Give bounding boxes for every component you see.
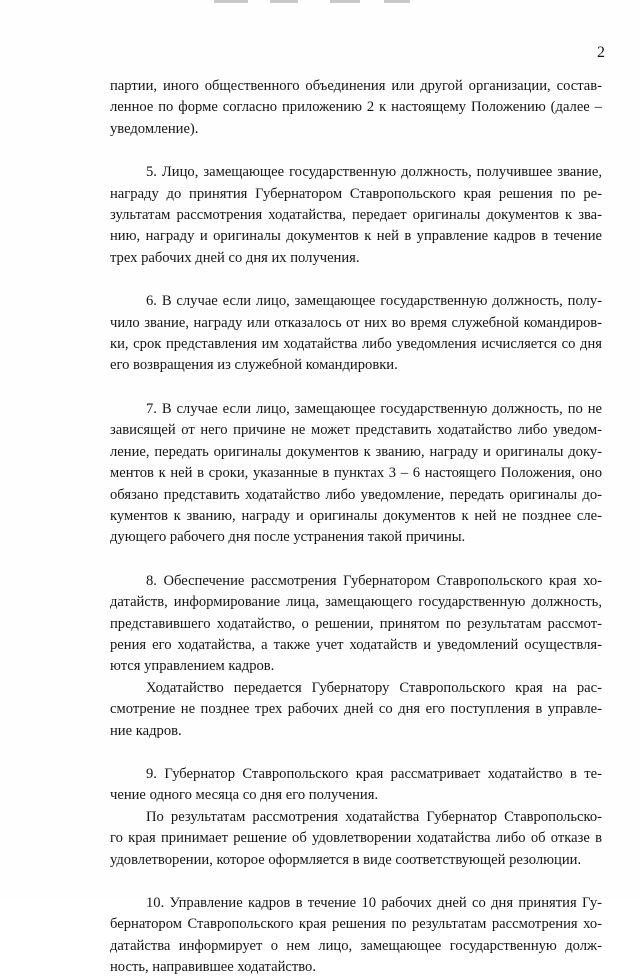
- text-line: ленное по форме согласно приложению 2 к настоящему Положению (далее –: [110, 99, 602, 116]
- scan-artifact: [214, 0, 248, 3]
- text-line: 10. Управление кадров в течение 10 рабочих дней со дня принятия Гу-: [146, 895, 602, 911]
- text-line: ние кадров.: [110, 722, 182, 739]
- text-line: ление, передать оригиналы документов к званию, награду и оригиналы доку-: [110, 443, 602, 460]
- text-line: нию, награду и оригиналы документов к ней в управление кадров в течение: [110, 228, 602, 245]
- scan-artifact: [270, 0, 298, 3]
- paragraph-continuation: [110, 76, 602, 140]
- text-line: ментов к ней в сроки, указанные в пунктах 3 – 6 настоящего Положения, оно: [110, 465, 602, 482]
- text-line: трех рабочих дней со дня их получения.: [110, 249, 360, 266]
- text-line: го края принимает решение об удовлетворении ходатайства либо об отказе в: [110, 830, 602, 847]
- paragraph-item-8: [110, 571, 602, 678]
- text-line: 7. В случае если лицо, замещающее государственную должность, по не: [146, 400, 602, 417]
- scan-artifact: [330, 0, 360, 3]
- paragraph-item-7: [110, 399, 602, 549]
- text-line: партии, иного общественного объединения или другой организации, состав-: [110, 78, 602, 94]
- text-line: дующего рабочего дня после устранения такой причины.: [110, 529, 466, 546]
- text-line: ются управлением кадров.: [110, 658, 275, 675]
- paragraph-item-9-continued: [110, 807, 602, 871]
- text-line: 9. Губернатор Ставропольского края рассматривает ходатайство в те-: [146, 765, 602, 782]
- text-line: зультатам рассмотрения ходатайства, передает оригиналы документов к зва-: [110, 207, 602, 224]
- text-line: смотрение не позднее трех рабочих дней со дня его поступления в управле-: [110, 701, 602, 718]
- text-line: чение одного месяца со дня его получения.: [110, 787, 379, 804]
- text-line: обязано представить ходатайство либо уведомление, передать оригиналы до-: [110, 486, 602, 503]
- paragraph-item-5: [110, 162, 602, 269]
- paragraph-item-9: [110, 764, 602, 807]
- paragraph-item-6: [110, 291, 602, 377]
- text-line: 8. Обеспечение рассмотрения Губернатором Ставропольского края хо-: [146, 572, 602, 589]
- text-line: датайства информирует о нем лицо, замещающее государственную долж-: [110, 937, 602, 954]
- text-line: зависящей от него причине не может представить ходатайство либо уведом-: [110, 422, 602, 439]
- text-line: уведомление).: [110, 120, 199, 137]
- text-line: 6. В случае если лицо, замещающее государственную должность, полу-: [146, 293, 602, 310]
- text-line: удовлетворении, которое оформляется в виде соответствующей резолюции.: [110, 851, 582, 868]
- text-line: его возвращения из служебной командировки.: [110, 357, 398, 374]
- text-line: представившего ходатайство, о решении, принятом по результатам рассмот-: [110, 615, 602, 632]
- text-line: чило звание, награду или отказалось от них во время служебной командиров-: [110, 314, 602, 331]
- text-line: 5. Лицо, замещающее государственную должность, получившее звание,: [146, 164, 602, 181]
- text-line: кументов к званию, награду и оригиналы документов к ней не позднее сле-: [110, 507, 602, 524]
- paragraph-item-8-continued: [110, 678, 602, 742]
- text-line: бернатором Ставропольского края решения по результатам рассмотрения хо-: [110, 916, 602, 933]
- text-line: рения его ходатайства, а также учет ходатайств и уведомлений осуществля-: [110, 636, 602, 653]
- text-line: награду до принятия Губернатором Ставропольского края решения по ре-: [110, 185, 602, 202]
- text-line: Ходатайство передается Губернатору Ставропольского края на рас-: [146, 679, 602, 696]
- page-number: 2: [597, 44, 605, 61]
- document-body: [110, 76, 602, 979]
- text-line: ность, направившее ходатайство.: [110, 959, 316, 976]
- text-line: ки, срок представления им ходатайства либо уведомления исчисляется со дня: [110, 336, 602, 353]
- paragraph-item-10: [110, 893, 602, 979]
- text-line: По результатам рассмотрения ходатайства Губернатор Ставропольско-: [146, 808, 602, 825]
- scan-artifact: [384, 0, 410, 3]
- text-line: датайств, информирование лица, замещающего государственную должность,: [110, 594, 602, 611]
